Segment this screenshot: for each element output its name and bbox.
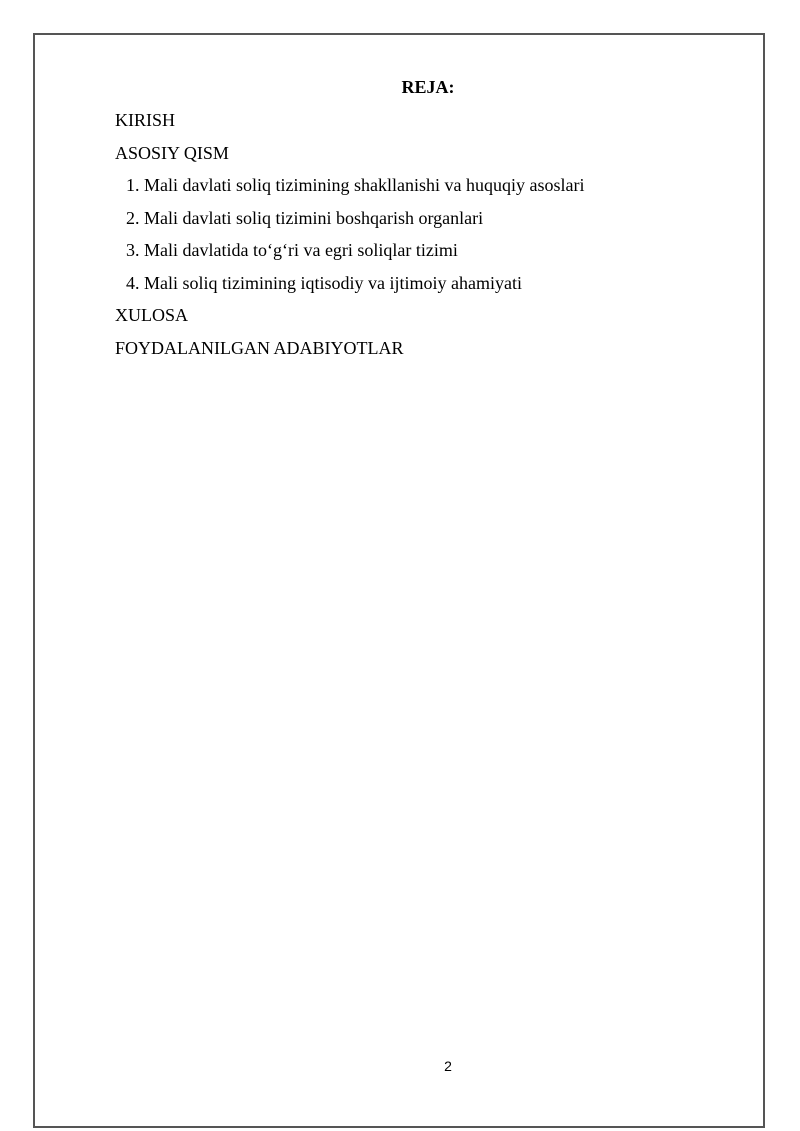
page-title: REJA: [401, 77, 455, 97]
conclusion-heading: XULOSA [115, 305, 189, 325]
outline-item-text: Mali davlatida to‘g‘ri va egri soliqlar tizimi [144, 240, 458, 260]
outline-item [126, 239, 584, 272]
outline-item-number: 2. [126, 207, 140, 228]
outline-item-number: 4. [126, 272, 140, 293]
outline-item-text: Mali davlati soliq tizimining shakllanishi va huquqiy asoslari [144, 175, 585, 195]
outline-item-text: Mali davlati soliq tizimini boshqarish organlari [144, 207, 484, 228]
intro-heading: KIRISH [115, 110, 176, 130]
outline-item [126, 174, 584, 207]
outline-item-number: 3. [126, 240, 140, 260]
outline-item [126, 272, 584, 305]
outline-item-number: 1. [126, 175, 140, 195]
page-number: 2 [444, 1058, 452, 1074]
main-part-heading: ASOSIY QISM [115, 143, 229, 163]
outline-item-text: Mali soliq tizimining iqtisodiy va ijtimoiy ahamiyati [144, 272, 522, 293]
references-heading: FOYDALANILGAN ADABIYOTLAR [115, 338, 404, 358]
outline-item [126, 207, 584, 240]
outline-list [126, 174, 584, 304]
